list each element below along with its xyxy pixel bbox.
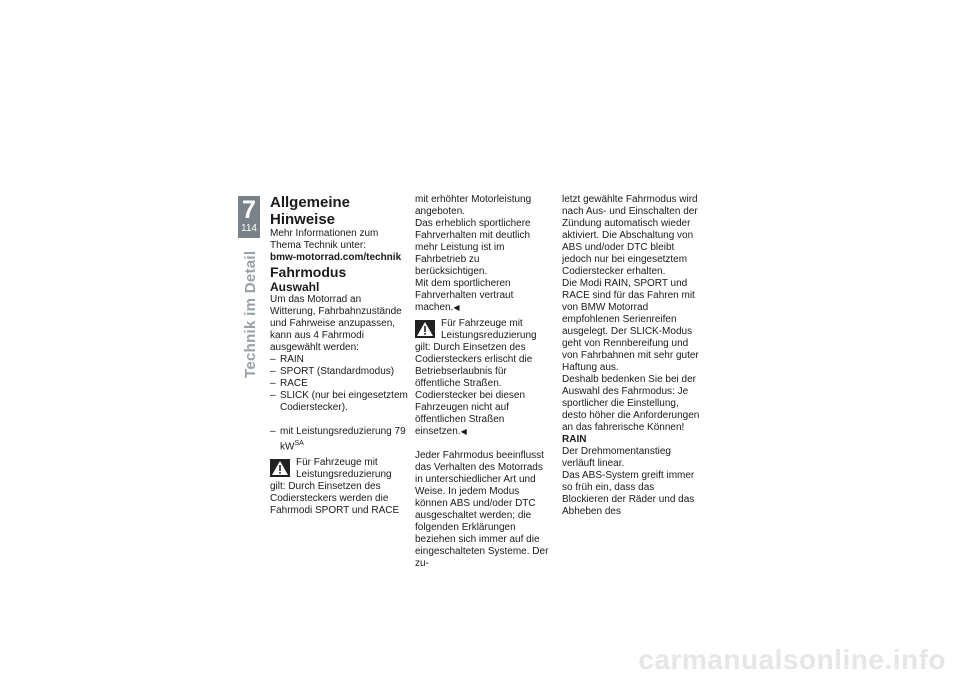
list-item: – RAIN [270,354,408,366]
auswahl-text: Um das Motorrad an Witterung, Fahrbahnzustände und Fahrweise anzupassen, kann aus 4 Fahrmodi ausgewählt werden: [270,294,402,353]
paragraph: Mit dem sportlicheren Fahrverhalten vertraut machen.◀ [415,278,514,313]
paragraph: mit erhöhter Motorleistung angeboten. [415,194,532,217]
heading-general-notes: Allgemeine Hinweise [270,194,351,228]
warning-lead: Für Fahrzeuge mit Leistungsreduzierung [441,318,537,341]
heading-auswahl: Auswahl [270,280,320,294]
end-marker-icon: ◀ [453,303,460,312]
paragraph: Das ABS-System greift immer so früh ein, dass das Blockieren der Räder und das Abheben des [562,470,695,517]
warning-lead: Für Fahrzeuge mit Leistungsreduzierung [296,457,392,481]
end-marker-icon: ◀ [460,427,467,436]
technik-link[interactable]: bmw-motorrad.com/technik [270,252,402,263]
page-number: 114 [241,223,257,234]
intro-text: Mehr Informationen zum Thema Technik unter: [270,228,379,251]
list-item-power-reduction [270,426,408,453]
column-3 [562,194,700,518]
watermark-footer [0,640,960,679]
warning-icon [270,459,290,477]
paragraph: Der Drehmomentanstieg verläuft linear. [562,446,671,469]
paragraph: letzt gewählte Fahrmodus wird nach Aus- und Einschalten der Zündung automatisch wieder aktiviert. Die Abschaltung von ABS und/oder DTC bleibt jedoch nur bei eingesetztem Codierstecker erhalten. [562,194,698,277]
warning-icon [415,320,435,338]
warning-text: gilt: Durch Einsetzen des Codiersteckers erlischt die Betriebserlaubnis für öffentliche Straßen. [415,342,533,389]
power-reduction-text: mit Leistungsreduzierung 79 kW [280,426,406,453]
list-item: – SPORT (Standardmodus) [270,366,408,378]
chapter-marker [238,196,260,238]
sa-marker: SA [294,440,304,447]
paragraph: Deshalb bedenken Sie bei der Auswahl des Fahrmodus: Je sportlicher die Einstellung, desto höher die Anforderungen an das fahrerische Können! [562,374,700,433]
paragraph: Codierstecker bei diesen Fahrzeugen nicht auf öffentlichen Straßen einsetzen.◀ [415,390,526,437]
list-item: – RACE [270,378,408,390]
watermark: carmanualsonline.info [638,644,946,675]
list-item: – SLICK (nur bei eingesetztem Codierstecker). [270,390,408,414]
heading-fahrmodus: Fahrmodus [270,264,347,280]
column-2 [415,194,553,570]
paragraph: Jeder Fahrmodus beeinflusst das Verhalten des Motorrads in unterschiedlicher Art und Weise. In jedem Modus können ABS und/oder DTC ausgeschaltet werden; die folgenden Erklärungen beziehen sich immer auf die eingeschalteten Systeme. Der zu- [415,450,549,569]
column-1 [270,194,408,517]
warning-block [415,318,553,390]
chapter-number: 7 [242,196,256,224]
heading-rain: RAIN [562,434,587,445]
warning-block [270,457,408,517]
paragraph: Die Modi RAIN, SPORT und RACE sind für das Fahren mit von BMW Motorrad empfohlenen Serienreifen ausgelegt. Der SLICK-Modus geht von Rennbereifung und von Fahrbahnen mit sehr guter Haftung aus. [562,278,699,373]
paragraph: Das erheblich sportlichere Fahrverhalten mit deutlich mehr Leistung ist im Fahrbetrieb zu berücksichtigen. [415,218,531,277]
warning-text: gilt: Durch Einsetzen des Codiersteckers werden die Fahrmodi SPORT und RACE [270,481,400,517]
chapter-title: Technik im Detail [242,250,259,378]
